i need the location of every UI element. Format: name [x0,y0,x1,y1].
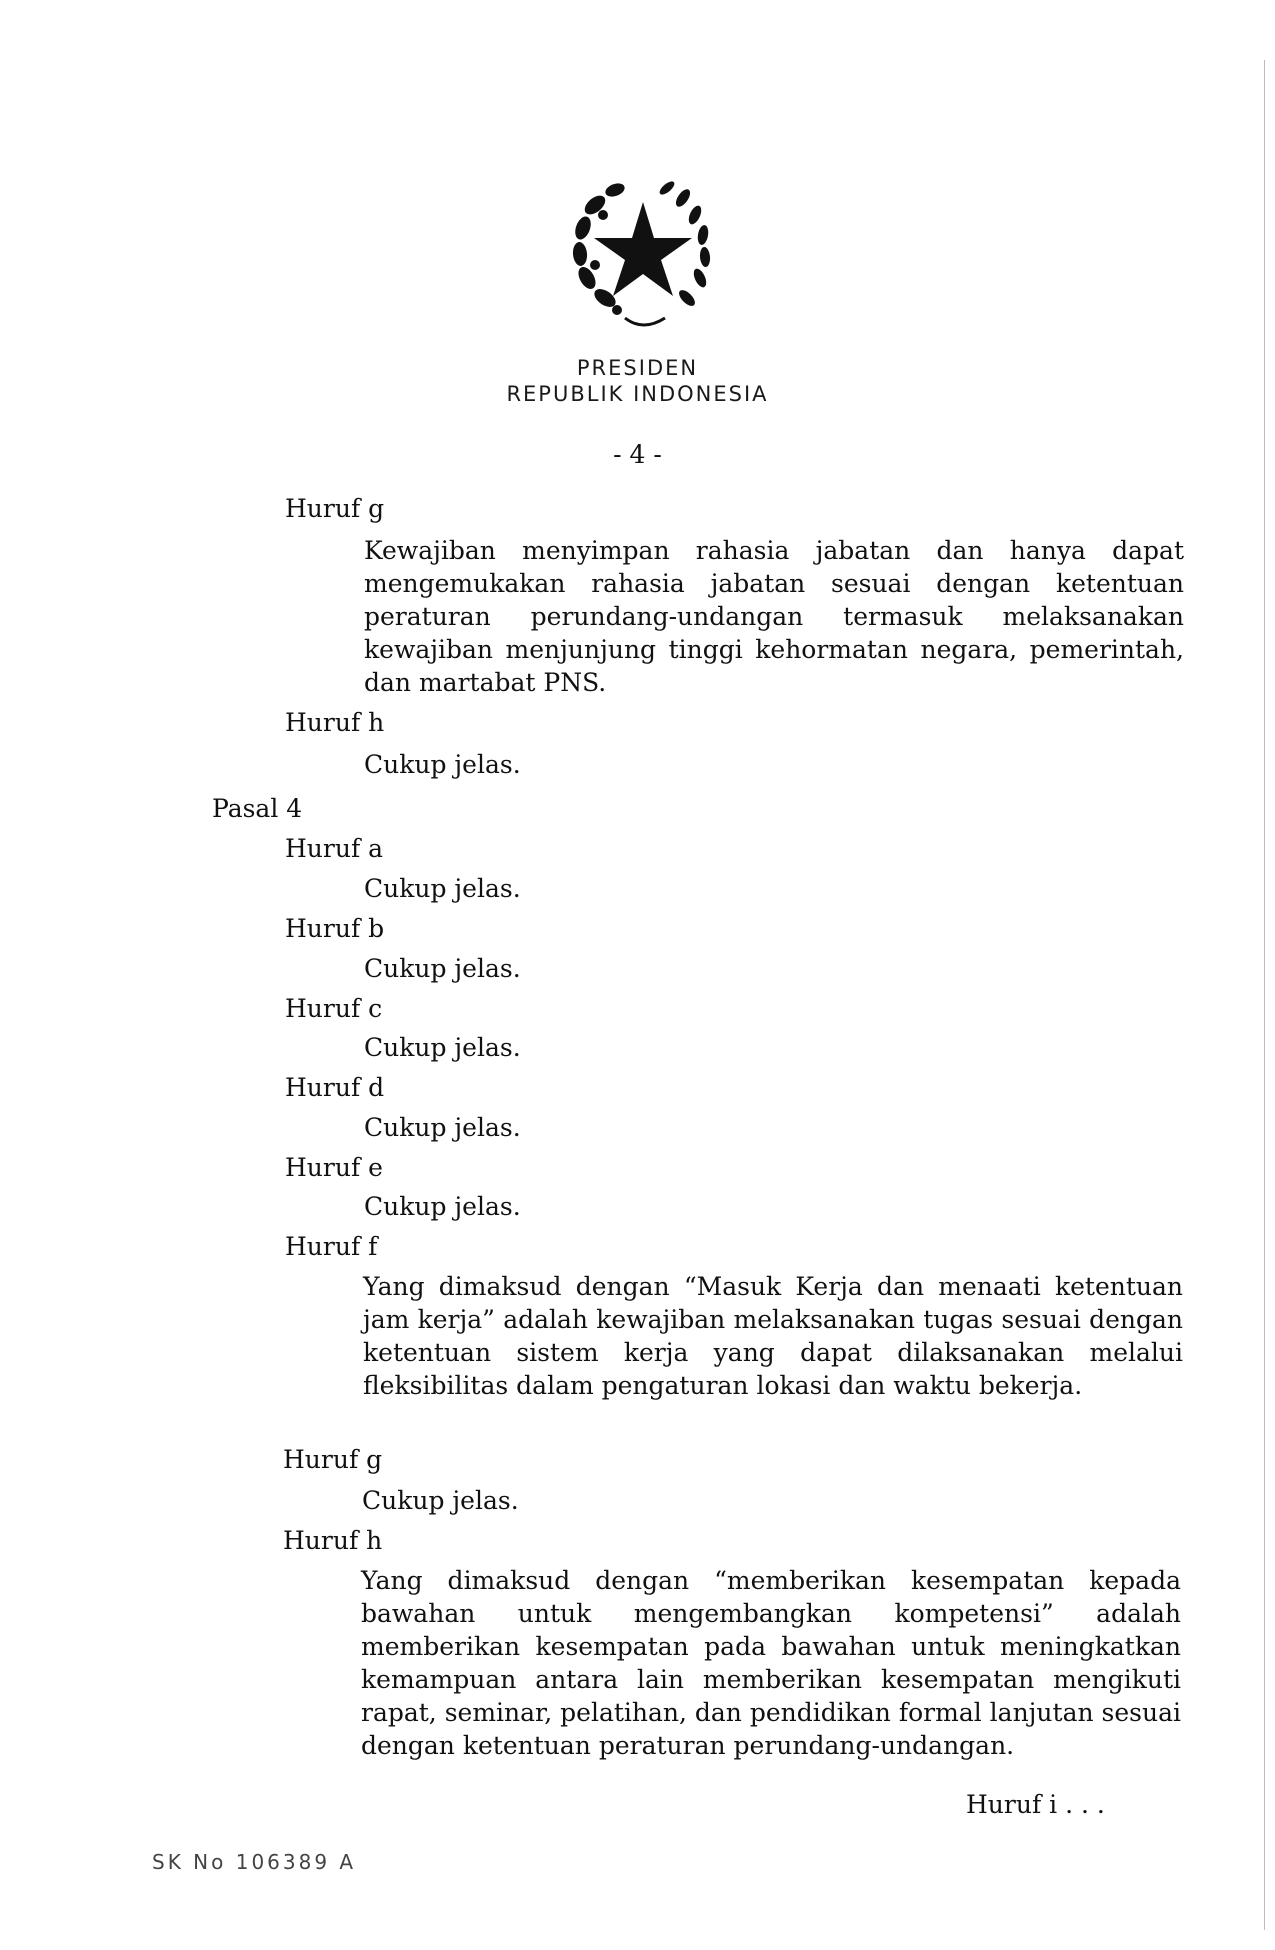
huruf-g-label: Huruf g [285,494,385,523]
huruf-g-2-label: Huruf g [283,1445,383,1474]
huruf-b-text: Cukup jelas. [364,954,521,983]
header-republik-indonesia: REPUBLIK INDONESIA [506,382,769,406]
huruf-g-paragraph: Kewajiban menyimpan rahasia jabatan dan hanya dapat mengemukakan rahasia jabatan sesuai dengan ketentuan peraturan perundang-undangan termasuk melaksanakan kewajiban menjunjung tinggi kehormatan negara, pemerintah, dan martabat PNS. [364,536,1184,697]
huruf-f-paragraph: Yang dimaksud dengan “Masuk Kerja dan menaati ketentuan jam kerja” adalah kewajiban melaksanakan tugas sesuai dengan ketentuan sistem kerja yang dapat dilaksanakan melalui fleksibilitas dalam pengaturan lokasi dan waktu bekerja. [363,1272,1183,1400]
huruf-h-2-label: Huruf h [283,1526,383,1555]
huruf-f-label: Huruf f [285,1232,378,1261]
huruf-a-text: Cukup jelas. [364,874,521,903]
huruf-h-2-paragraph: Yang dimaksud dengan “memberikan kesempatan kepada bawahan untuk mengembangkan kompetensi” adalah memberikan kesempatan pada bawahan untuk meningkatkan kemampuan antara lain memberikan kesempatan mengikuti rapat, seminar, pelatihan, dan pendidikan formal lanjutan sesuai dengan ketentuan peraturan perundang-undangan. [361,1566,1181,1760]
huruf-d-text: Cukup jelas. [364,1113,521,1142]
huruf-h-label: Huruf h [285,708,385,737]
huruf-h-text: Cukup jelas. [364,750,521,779]
scan-edge-divider [1264,60,1265,1930]
huruf-b-label: Huruf b [285,914,385,943]
huruf-c-label: Huruf c [285,994,383,1023]
huruf-a-label: Huruf a [285,834,384,863]
huruf-e-text: Cukup jelas. [364,1192,521,1221]
huruf-e-label: Huruf e [285,1153,383,1182]
presidential-emblem-icon [555,160,730,340]
page-number: - 4 - [613,440,662,469]
header-presiden: PRESIDEN [576,356,699,380]
pasal-4-heading: Pasal 4 [212,794,303,823]
continuation-marker: Huruf i . . . [966,1790,1105,1819]
huruf-d-label: Huruf d [285,1073,385,1102]
footer-document-number: SK No 106389 A [152,1850,357,1874]
huruf-g-2-text: Cukup jelas. [362,1486,519,1515]
huruf-c-text: Cukup jelas. [364,1033,521,1062]
